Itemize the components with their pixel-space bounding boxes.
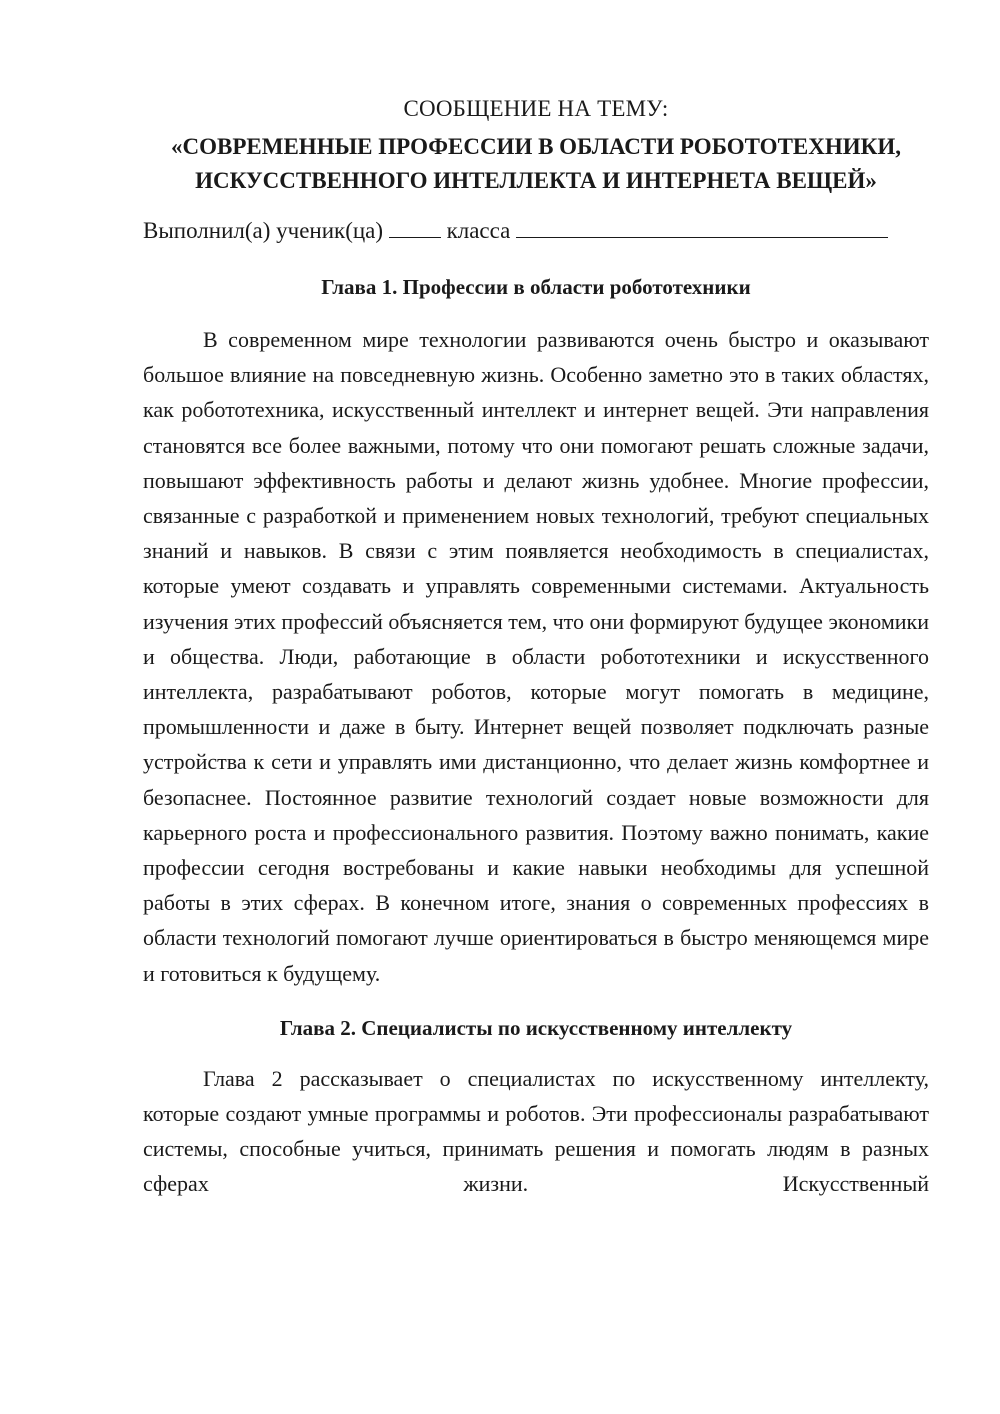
chapter-1-text: В современном мире технологии развиваются очень быстро и оказывают большое влияние на повседневную жизнь. Особенно заметно это в таких областях, как робототехника, искусственный интеллект и интернет вещей. Эти направления становятся все более важными, потому что они помогают решать сложные задачи, повышают эффективность работы и делают жизнь удобнее. Многие профессии, связанные с разработкой и применением новых технологий, требуют специальных знаний и навыков. В связи с этим появляется необходимость в специалистах, которые умеют создавать и управлять современными системами. Актуальность изучения этих профессий объясняется тем, что они формируют будущее экономики и общества. Люди, работающие в области робототехники и искусственного интеллекта, разрабатывают роботов, которые могут помогать в медицине, промышленности и даже в быту. Интернет вещей позволяет подключать разные устройства к сети и управлять ими дистанционно, что делает жизнь комфортнее и безопаснее. Постоянное развитие технологий создает новые возможности для карьерного роста и профессионального развития. Поэтому важно понимать, какие профессии сегодня востребованы и какие навыки необходимы для успешной работы в этих сферах. В конечном итоге, знания о современных профессиях в области технологий помогают лучше ориентироваться в быстро меняющемся мире и готовиться к будущему. (143, 327, 929, 986)
chapter-1-title: Глава 1. Профессии в области робототехники (321, 275, 751, 299)
title-line-1: «СОВРЕМЕННЫЕ ПРОФЕССИИ В ОБЛАСТИ РОБОТОТЕХНИКИ, (171, 134, 901, 159)
title-prefix: СООБЩЕНИЕ НА ТЕМУ: (403, 96, 669, 121)
document-title (143, 130, 929, 198)
class-word: класса (446, 218, 511, 243)
author-label: Выполнил(а) ученик(ца) (143, 218, 384, 243)
chapter-2-text: Глава 2 рассказывает о специалистах по искусственному интеллекту, которые создают умные программы и роботов. Эти профессионалы разрабатывают системы, способные учиться, принимать решения и помогать людям в разных сферах жизни. Искусственный (143, 1065, 929, 1197)
class-number-blank (389, 217, 441, 238)
document-body (143, 90, 929, 1202)
chapter-2-title: Глава 2. Специалисты по искусственному интеллекту (279, 1015, 793, 1040)
author-line (143, 216, 929, 246)
class-letter-blank (516, 217, 888, 238)
title-line-2: ИСКУССТВЕННОГО ИНТЕЛЛЕКТА И ИНТЕРНЕТА ВЕЩЕЙ» (195, 168, 877, 193)
